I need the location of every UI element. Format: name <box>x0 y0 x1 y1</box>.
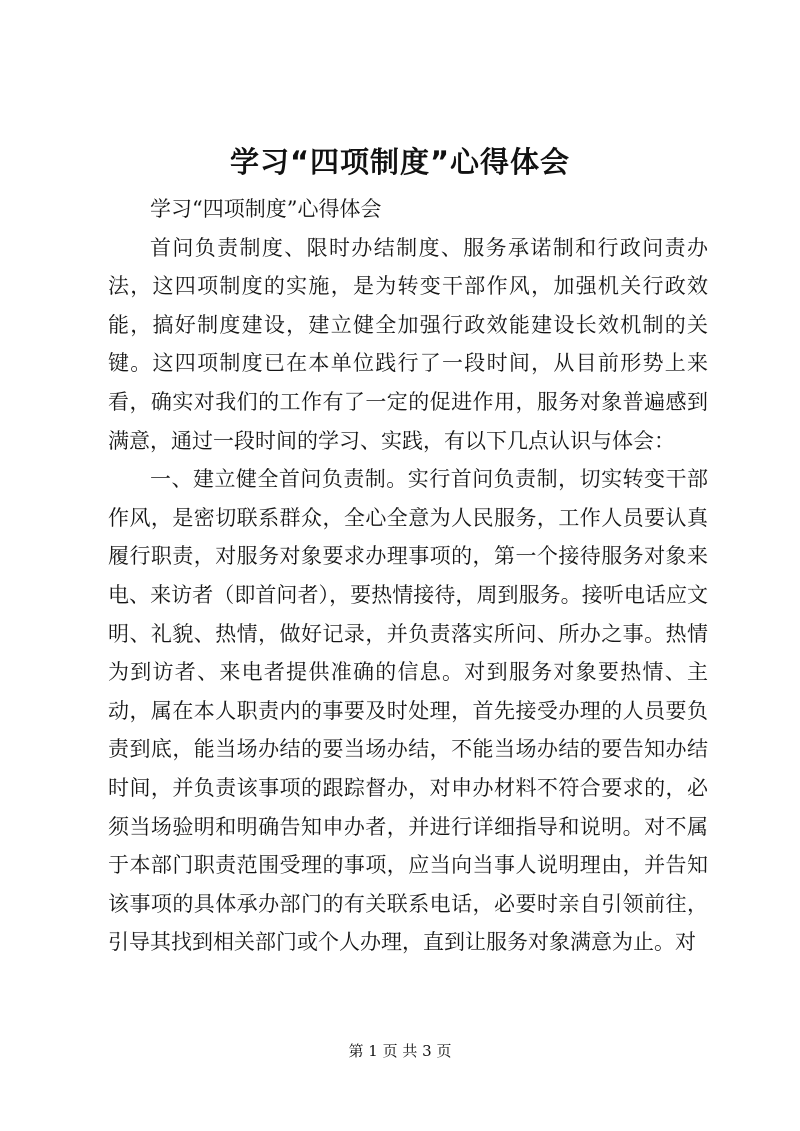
subtitle-paragraph: 学习“四项制度”心得体会 <box>150 197 382 221</box>
document-body <box>108 190 708 962</box>
document-title: 学习“四项制度”心得体会 <box>229 145 571 179</box>
page-footer: 第 1 页 共 3 页 <box>348 1042 452 1060</box>
section-one-paragraph: 一、建立健全首问负责制。实行首问负责制，切实转变干部作风，是密切联系群众，全心全意为人民服务，工作人员要认真履行职责，对服务对象要求办理事项的，第一个接待服务对象来电、来访者（即首问者），要热情接待，周到服务。接听电话应文明、礼貌、热情，做好记录，并负责落实所问、所办之事。热情为到访者、来电者提供准确的信息。对到服务对象要热情、主动，属在本人职责内的事要及时处理，首先接受办理的人员要负责到底，能当场办结的要当场办结，不能当场办结的要告知办结时间，并负责该事项的跟踪督办，对申办材料不符合要求的，必须当场验明和明确告知申办者，并进行详细指导和说明。对不属于本部门职责范围受理的事项，应当向当事人说明理由，并告知该事项的具体承办部门的有关联系电话，必要时亲自引领前往，引导其找到相关部门或个人办理，直到让服务对象满意为止。对 <box>108 467 708 955</box>
intro-paragraph: 首问负责制度、限时办结制度、服务承诺制和行政问责办法，这四项制度的实施，是为转变干部作风，加强机关行政效能，搞好制度建设，建立健全加强行政效能建设长效机制的关键。这四项制度已在本单位践行了一段时间，从目前形势上来看，确实对我们的工作有了一定的促进作用，服务对象普遍感到满意，通过一段时间的学习、实践，有以下几点认识与体会： <box>108 235 708 453</box>
